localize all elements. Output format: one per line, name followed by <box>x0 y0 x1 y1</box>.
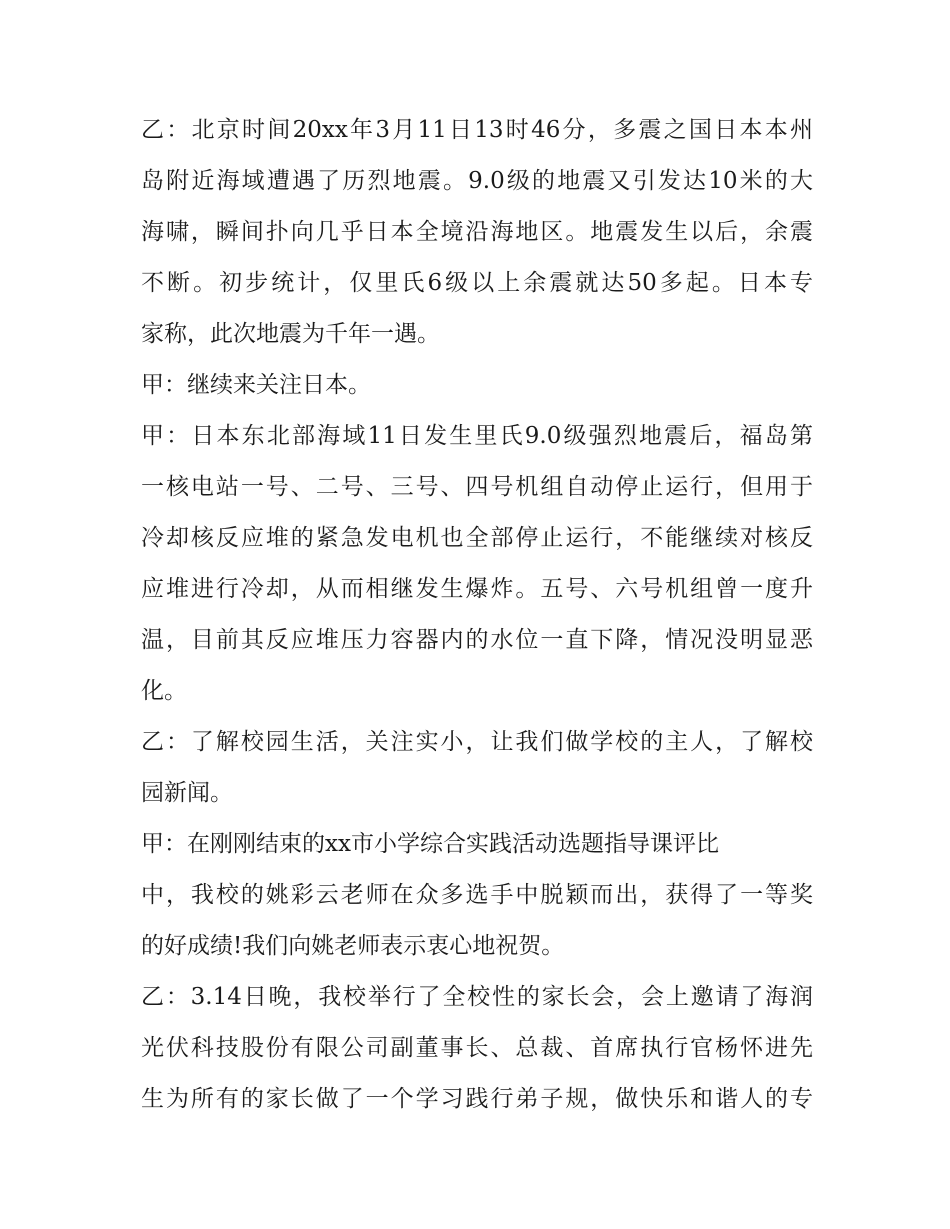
text-line: 海啸，瞬间扑向几乎日本全境沿海地区。地震发生以后，余震 <box>141 219 813 245</box>
text-line: 应堆进行冷却，从而相继发生爆炸。五号、六号机组曾一度升 <box>141 576 813 602</box>
text-line: 乙：了解校园生活，关注实小，让我们做学校的主人，了解校 <box>141 729 813 755</box>
text-line: 甲：继续来关注日本。 <box>141 372 371 398</box>
text-line: 冷却核反应堆的紧急发电机也全部停止运行，不能继续对核反 <box>141 525 813 551</box>
document-body <box>141 105 813 1125</box>
text-line: 光伏科技股份有限公司副董事长、总裁、首席执行官杨怀进先 <box>141 1035 813 1061</box>
text-line: 不断。初步统计，仅里氏6级以上余震就达50多起。日本专 <box>141 270 813 296</box>
text-line: 乙：北京时间20xx年3月11日13时46分，多震之国日本本州 <box>141 117 813 143</box>
text-line: 园新闻。 <box>141 780 233 806</box>
text-line: 生为所有的家长做了一个学习践行弟子规，做快乐和谐人的专 <box>141 1086 813 1112</box>
text-line: 一核电站一号、二号、三号、四号机组自动停止运行，但用于 <box>141 474 813 500</box>
text-line: 岛附近海域遭遇了历烈地震。9.0级的地震又引发达10米的大 <box>141 168 813 194</box>
text-line: 化。 <box>141 678 187 704</box>
text-line: 甲：日本东北部海域11日发生里氏9.0级强烈地震后，福岛第 <box>141 423 813 449</box>
text-line: 的好成绩!我们向姚老师表示衷心地祝贺。 <box>141 933 565 959</box>
text-line: 家称，此次地震为千年一遇。 <box>141 321 440 347</box>
text-line: 乙：3.14日晚，我校举行了全校性的家长会，会上邀请了海润 <box>141 984 813 1010</box>
text-line: 温，目前其反应堆压力容器内的水位一直下降，情况没明显恶 <box>141 627 813 653</box>
text-line: 中，我校的姚彩云老师在众多选手中脱颖而出，获得了一等奖 <box>141 882 813 908</box>
text-line: 甲：在刚刚结束的xx市小学综合实践活动选题指导课评比 <box>141 831 719 857</box>
